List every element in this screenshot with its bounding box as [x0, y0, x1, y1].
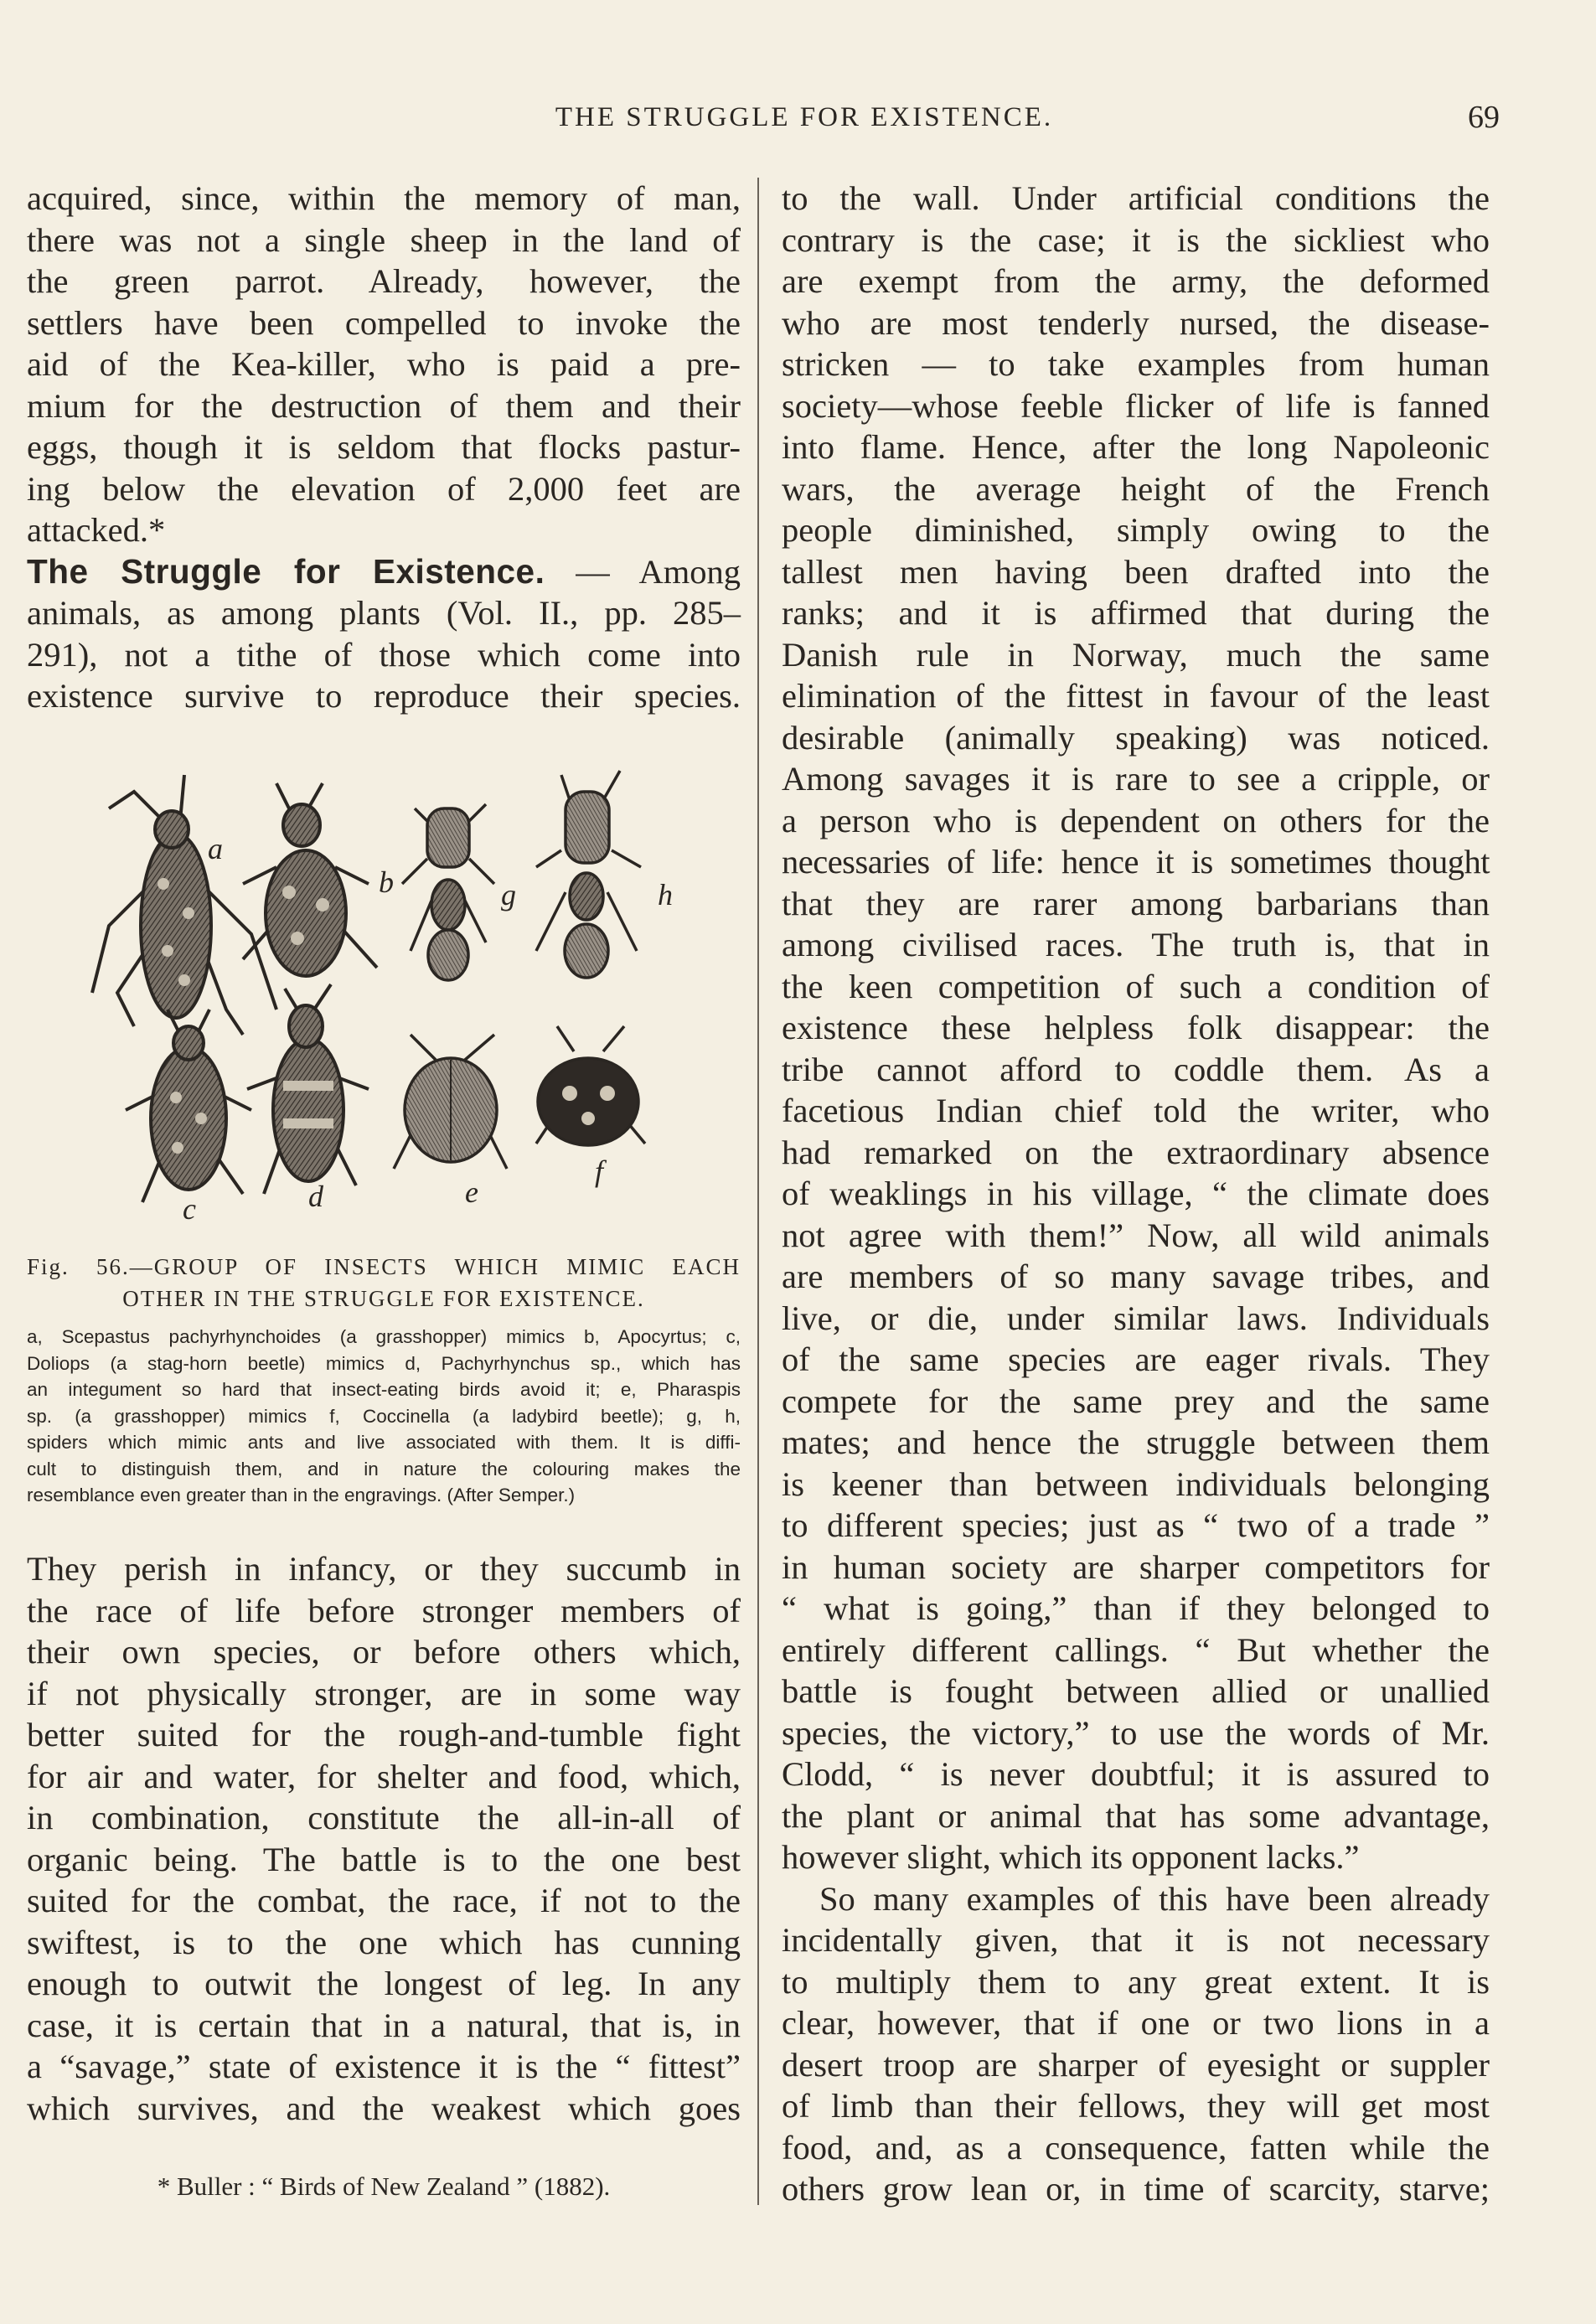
- text-line: is keener than between individuals belonging: [782, 1464, 1490, 1503]
- column-divider: [757, 178, 759, 2205]
- text-line: a “savage,” state of existence it is the “ fittest”: [27, 2048, 741, 2085]
- text-line: their own species, or before others which,: [27, 1633, 741, 1671]
- text-line: animals, as among plants (Vol. II., pp. 285–: [27, 594, 741, 632]
- left-column-bottom: [27, 1548, 741, 2129]
- insect-e-pharaspis: [394, 1035, 507, 1169]
- paragraph-first-line: So many examples of this have been already: [819, 1879, 1490, 1918]
- text-line: not agree with them!” Now, all wild animals: [782, 1216, 1490, 1254]
- text-line: suited for the combat, the race, if not to the: [27, 1882, 741, 1919]
- legend-line: Doliops (a stag-horn beetle) mimics d, Pachyrhynchus sp., which has: [27, 1352, 741, 1374]
- text-line: tallest men having been drafted into the: [782, 552, 1490, 591]
- legend-line: an integument so hard that insect-eating birds avoid it; e, Pharaspis: [27, 1379, 741, 1400]
- text-line: there was not a single sheep in the land of: [27, 220, 741, 259]
- text-line: enough to outwit the longest of leg. In any: [27, 1965, 741, 2002]
- text-line: live, or die, under similar laws. Individuals: [782, 1299, 1490, 1337]
- text-line: to the wall. Under artificial conditions the: [782, 179, 1490, 217]
- text-line: species, the victory,” to use the words of Mr.: [782, 1713, 1490, 1752]
- insect-engraving: [84, 758, 687, 1244]
- text-line: the green parrot. Already, however, the: [27, 262, 741, 300]
- text-line: entirely different callings. “ But whether the: [782, 1630, 1490, 1669]
- figure-label-a: a: [208, 832, 223, 865]
- text-line: existence these helpless folk disappear: the: [782, 1009, 1490, 1046]
- figure-label-b: b: [379, 865, 394, 899]
- text-line: Danish rule in Norway, much the same: [782, 635, 1490, 674]
- text-line: wars, the average height of the French: [782, 469, 1490, 508]
- legend-line: resemblance even greater than in the engravings. (After Semper.): [27, 1485, 576, 1505]
- section-first-line: [27, 551, 741, 593]
- text-line: if not physically stronger, are in some way: [27, 1674, 741, 1712]
- text-line: tribe cannot afford to coddle them. As a: [782, 1050, 1490, 1088]
- text-line: acquired, since, within the memory of man,: [27, 179, 741, 217]
- text-line: settlers have been compelled to invoke the: [27, 303, 741, 342]
- page-number: 69: [1468, 100, 1500, 135]
- text-line: compete for the same prey and the same: [782, 1381, 1490, 1420]
- text-line: desirable (animally speaking) was noticed.: [782, 718, 1490, 757]
- text-line: the plant or animal that has some advantage,: [782, 1796, 1490, 1835]
- text-line: to different species; just as “ two of a trade ”: [782, 1506, 1490, 1544]
- text-line: society—whose feeble flicker of life is fanned: [782, 386, 1490, 425]
- text-line: eggs, though it is seldom that flocks pastur-: [27, 428, 741, 466]
- text-line: the race of life before stronger members of: [27, 1591, 741, 1629]
- insect-g-spider: [402, 804, 494, 980]
- text-line: Among savages it is rare to see a cripple, or: [782, 760, 1490, 798]
- text-line: which survives, and the weakest which goes: [27, 2089, 741, 2127]
- text-line: food, and, as a consequence, fatten while the: [782, 2128, 1490, 2166]
- text-line: necessaries of life: hence it is sometimes thought: [782, 843, 1490, 881]
- section-text: — Among: [545, 552, 741, 591]
- legend-line: a, Scepastus pachyrhynchoides (a grasshopper) mimics b, Apocyrtus; c,: [27, 1326, 741, 1347]
- section-heading: The Struggle for Existence.: [27, 551, 545, 591]
- text-line: better suited for the rough-and-tumble fight: [27, 1716, 741, 1753]
- text-line: facetious Indian chief told the writer, who: [782, 1092, 1490, 1129]
- text-line: of limb than their fellows, they will get most: [782, 2087, 1490, 2125]
- insect-h-spider: [536, 771, 641, 978]
- text-line: are members of so many savage tribes, and: [782, 1258, 1490, 1295]
- legend-line: sp. (a grasshopper) mimics f, Coccinella (a ladybird beetle); g, h,: [27, 1405, 741, 1427]
- text-line: incidentally given, that it is not necessary: [782, 1921, 1490, 1959]
- figure-caption: [27, 1251, 741, 1314]
- legend-line: cult to distinguish them, and in nature the colouring makes the: [27, 1458, 741, 1480]
- text-line: are exempt from the army, the deformed: [782, 262, 1490, 300]
- insect-f-coccinella: [536, 1026, 645, 1145]
- legend-line: spiders which mimic ants and live associated with them. It is diffi-: [27, 1432, 741, 1453]
- text-line: of the same species are eager rivals. They: [782, 1340, 1490, 1378]
- figure-label-h: h: [658, 878, 673, 912]
- text-line: battle is fought between allied or unallied: [782, 1672, 1490, 1710]
- text-line: however slight, which its opponent lacks.”: [782, 1838, 1360, 1876]
- text-line: who are most tenderly nursed, the disease-: [782, 303, 1490, 342]
- text-line: contrary is the case; it is the sickliest who: [782, 220, 1490, 259]
- text-line: They perish in infancy, or they succumb in: [27, 1550, 741, 1588]
- text-line: Clodd, “ is never doubtful; it is assured to: [782, 1755, 1490, 1793]
- figure-label-d: d: [308, 1180, 323, 1213]
- text-line: aid of the Kea-killer, who is paid a pre-: [27, 345, 741, 383]
- text-line: to multiply them to any great extent. It is: [782, 1962, 1490, 2001]
- caption-line-2: OTHER IN THE STRUGGLE FOR EXISTENCE.: [122, 1286, 645, 1311]
- text-line: desert troop are sharper of eyesight or suppler: [782, 2045, 1490, 2084]
- text-line: that they are rarer among barbarians than: [782, 884, 1490, 922]
- text-line: in human society are sharper competitors for: [782, 1547, 1490, 1586]
- insect-a-grasshopper: [92, 775, 276, 1035]
- text-line: in combination, constitute the all-in-all of: [27, 1799, 741, 1836]
- figure-legend: [27, 1324, 741, 1509]
- insect-d-pachyrhynchus: [247, 984, 369, 1194]
- insect-c-doliops: [126, 1010, 251, 1202]
- footnote: * Buller : “ Birds of New Zealand ” (1882).: [157, 2172, 611, 2201]
- text-line: ranks; and it is affirmed that during the: [782, 594, 1490, 632]
- text-line: for air and water, for shelter and food, which,: [27, 1757, 741, 1795]
- text-line: of weaklings in his village, “ the climate does: [782, 1175, 1490, 1212]
- text-line: organic being. The battle is to the one best: [27, 1840, 741, 1878]
- insect-b-apocyrtus: [243, 783, 377, 976]
- right-column: [782, 178, 1490, 2210]
- figure-label-f: f: [595, 1154, 604, 1188]
- running-header: [0, 102, 1596, 144]
- text-line: among civilised races. The truth is, that in: [782, 926, 1490, 963]
- text-line: ing below the elevation of 2,000 feet are: [27, 469, 741, 508]
- text-line: elimination of the fittest in favour of the least: [782, 677, 1490, 715]
- text-line: clear, however, that if one or two lions in a: [782, 2004, 1490, 2042]
- left-column-top: [27, 178, 741, 717]
- text-line: swiftest, is to the one which has cunning: [27, 1923, 741, 1961]
- text-line: “ what is going,” than if they belonged to: [782, 1589, 1490, 1627]
- text-line: into flame. Hence, after the long Napoleonic: [782, 428, 1490, 466]
- text-line: others grow lean or, in time of scarcity, starve;: [782, 2170, 1490, 2208]
- text-line: a person who is dependent on others for the: [782, 801, 1490, 839]
- figure-label-c: c: [183, 1192, 196, 1226]
- text-line: mium for the destruction of them and their: [27, 386, 741, 425]
- text-line: people diminished, simply owing to the: [782, 511, 1490, 549]
- text-line: mates; and hence the struggle between them: [782, 1423, 1490, 1461]
- text-line: stricken — to take examples from human: [782, 345, 1490, 383]
- text-line: existence survive to reproduce their species.: [27, 677, 741, 715]
- figure-label-g: g: [501, 878, 516, 912]
- text-line: had remarked on the extraordinary absence: [782, 1133, 1490, 1171]
- figure-label-e: e: [465, 1175, 478, 1209]
- text-line: attacked.*: [27, 511, 166, 549]
- text-line: the keen competition of such a condition of: [782, 967, 1490, 1005]
- caption-line-1: Fig. 56.—GROUP OF INSECTS WHICH MIMIC EACH: [27, 1254, 741, 1279]
- text-line: 291), not a tithe of those which come into: [27, 635, 741, 674]
- text-line: case, it is certain that in a natural, that is, in: [27, 2006, 741, 2044]
- running-title: THE STRUGGLE FOR EXISTENCE.: [555, 102, 1054, 132]
- insect-figure: [84, 758, 687, 1244]
